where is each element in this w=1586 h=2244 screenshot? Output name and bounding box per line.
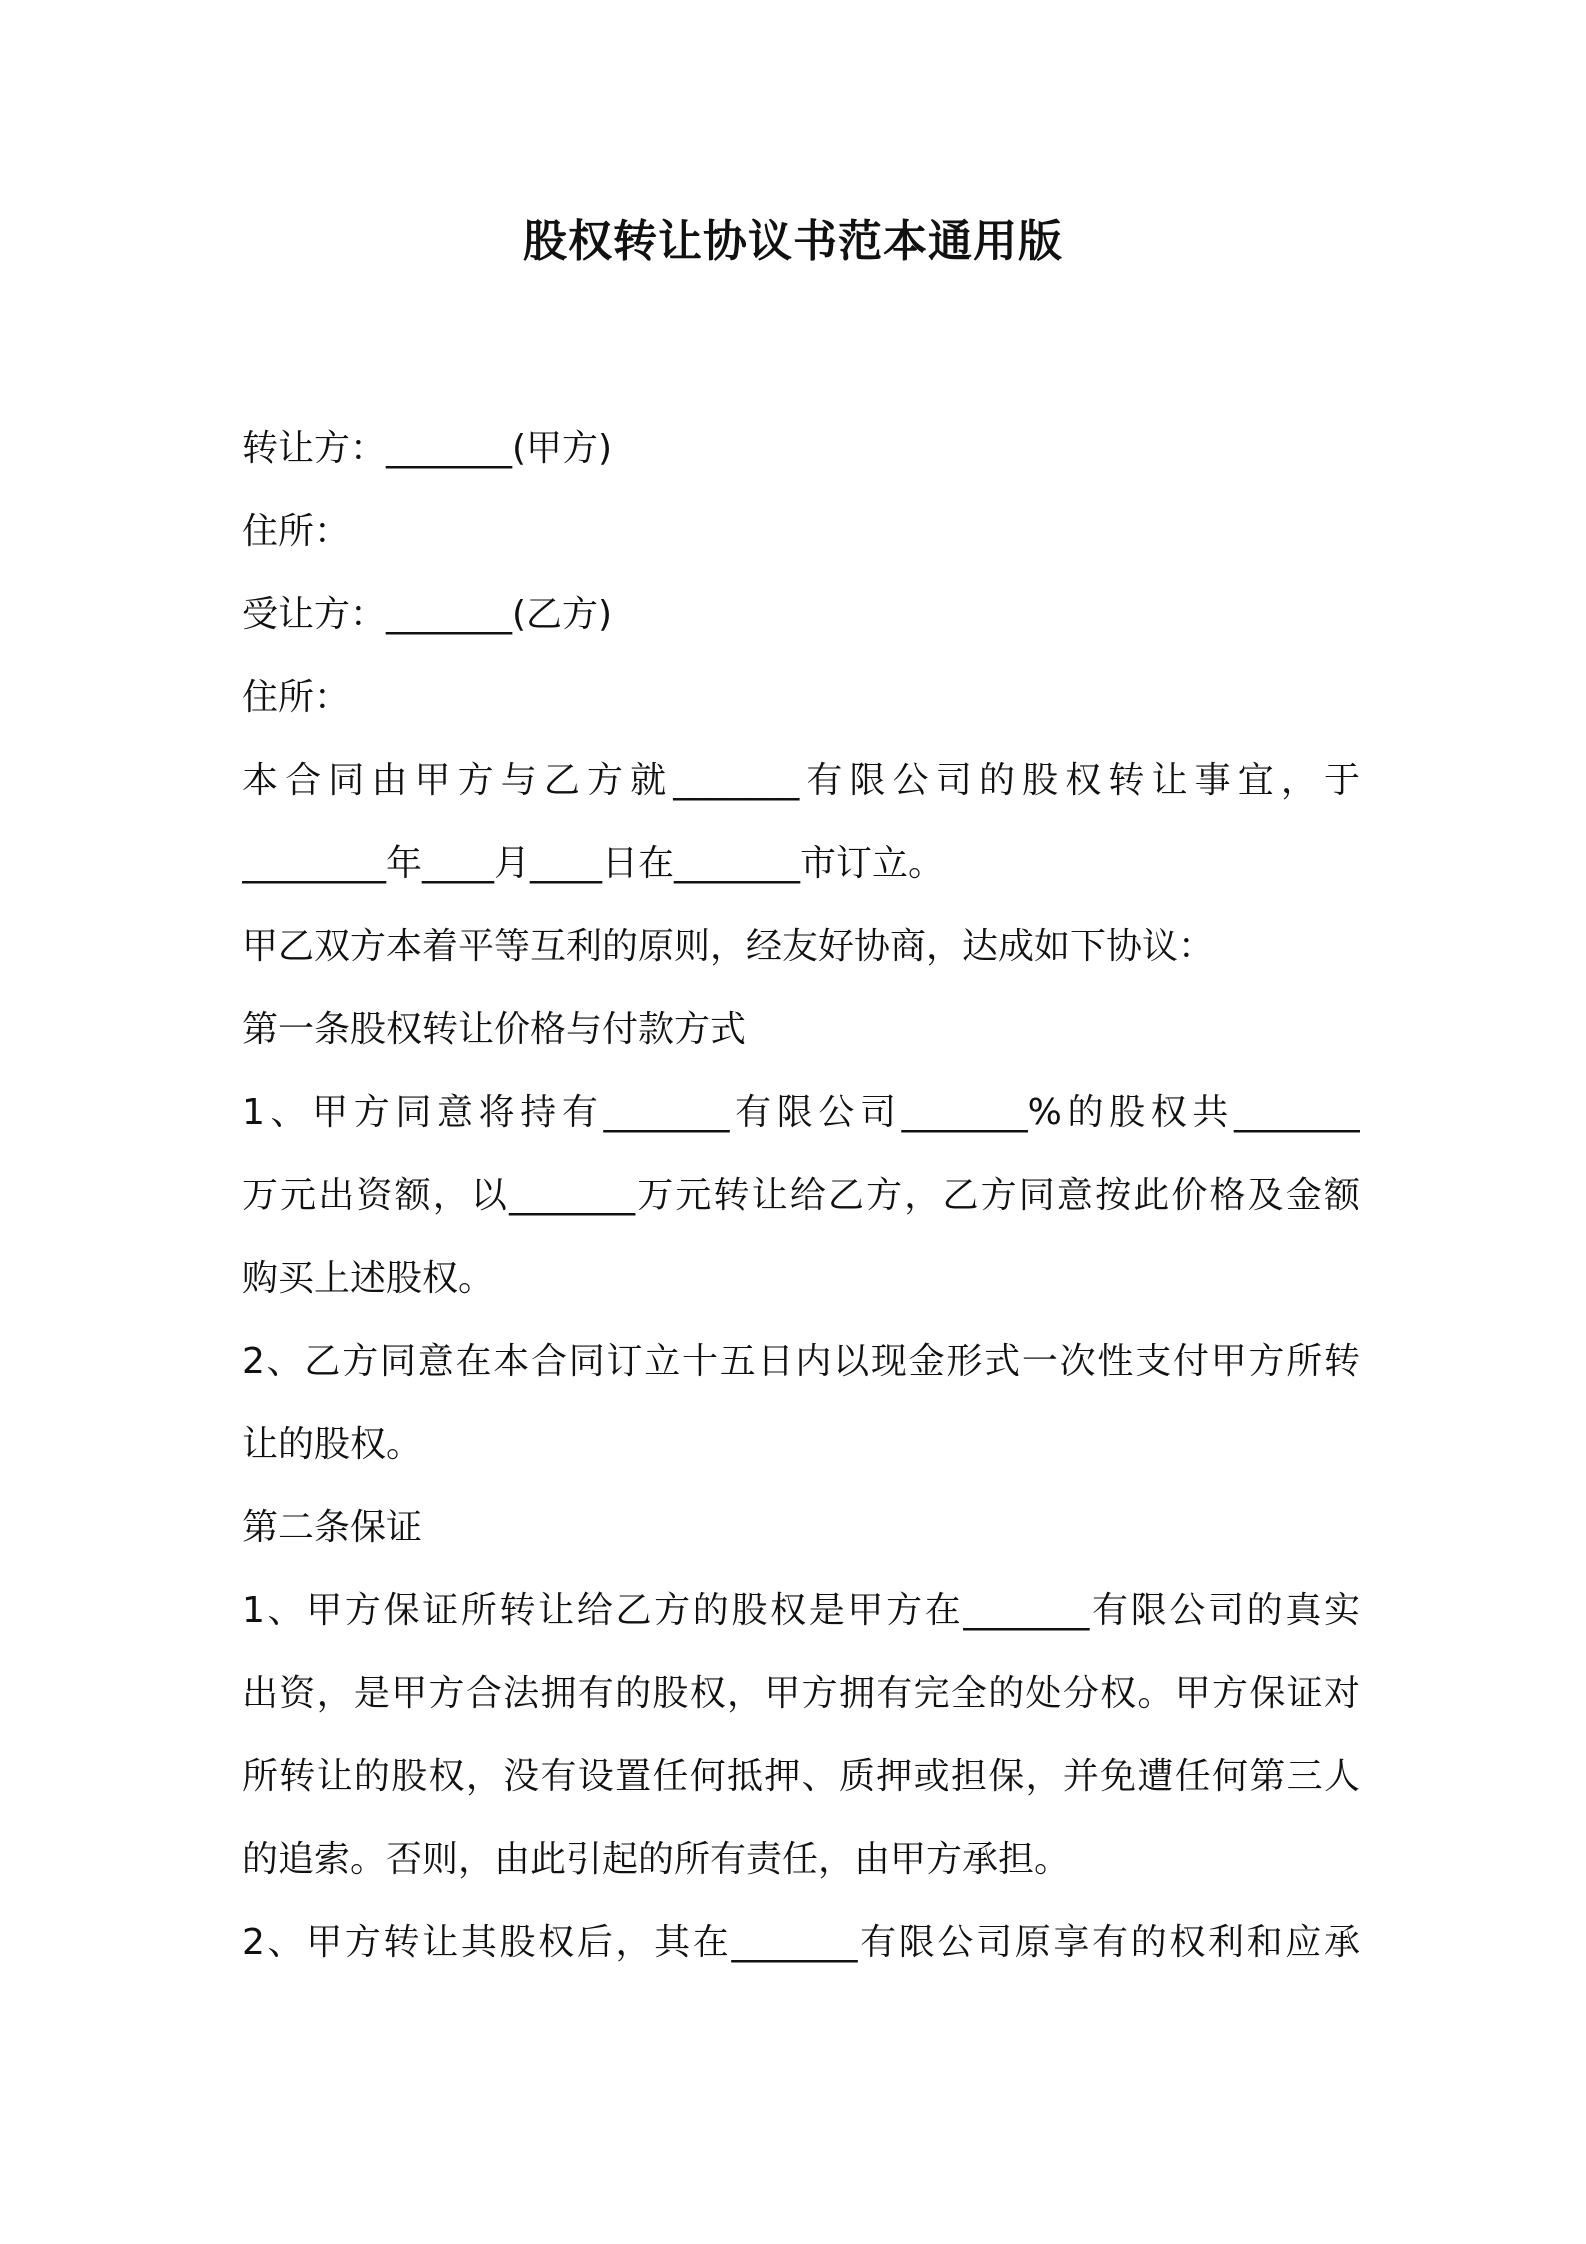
article-two-clause-1-line-1: 1、甲方保证所转让给乙方的股权是甲方在_______有限公司的真实 <box>242 1590 1360 1631</box>
article-one-clause-2-line-1: 2、乙方同意在本合同订立十五日内以现金形式一次性支付甲方所转 <box>242 1341 1360 1382</box>
transferor-line: 转让方：_______(甲方) <box>242 428 613 469</box>
article-one-clause-1-line-2: 万元出资额，以_______万元转让给乙方，乙方同意按此价格及金额 <box>242 1175 1360 1216</box>
article-one-clause-1-line-1: 1、甲方同意将持有_______有限公司_______%的股权共_______ <box>242 1092 1360 1133</box>
article-one-clause-2-line-2: 让的股权。 <box>242 1424 423 1465</box>
transferee-address-line: 住所： <box>242 677 351 718</box>
contract-date-line: ________年____月____日在_______市订立。 <box>242 843 945 884</box>
article-two-clause-1-line-3: 所转让的股权，没有设置任何抵押、质押或担保，并免遭任何第三人 <box>242 1756 1360 1797</box>
document-body <box>242 407 1360 1984</box>
article-two-heading: 第二条保证 <box>242 1507 423 1548</box>
article-one-heading: 第一条股权转让价格与付款方式 <box>242 1009 747 1050</box>
article-two-clause-1-line-2: 出资，是甲方合法拥有的股权，甲方拥有完全的处分权。甲方保证对 <box>242 1673 1360 1714</box>
agreement-preamble-line: 甲乙双方本着平等互利的原则，经友好协商，达成如下协议： <box>242 926 1215 967</box>
article-one-clause-1-line-3: 购买上述股权。 <box>242 1258 495 1299</box>
contract-intro-line: 本合同由甲方与乙方就_______有限公司的股权转让事宜，于 <box>242 760 1360 801</box>
transferee-line: 受让方：_______(乙方) <box>242 594 613 635</box>
document-title: 股权转让协议书范本通用版 <box>523 216 1063 267</box>
transferor-address-line: 住所： <box>242 511 351 552</box>
article-two-clause-1-line-4: 的追索。否则，由此引起的所有责任，由甲方承担。 <box>242 1839 1071 1880</box>
article-two-clause-2-line-1: 2、甲方转让其股权后，其在_______有限公司原享有的权利和应承 <box>242 1922 1360 1963</box>
